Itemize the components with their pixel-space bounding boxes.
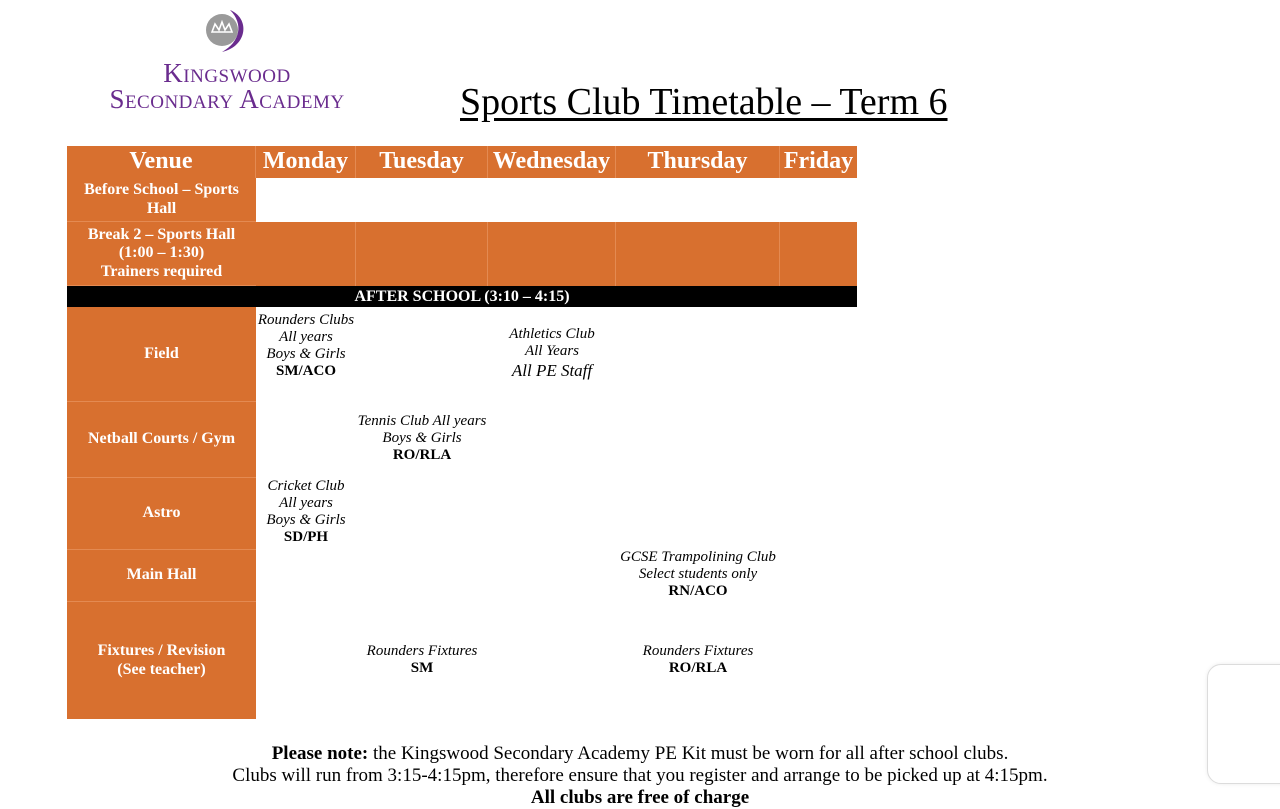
header-venue: Venue xyxy=(67,146,256,178)
school-logo xyxy=(72,6,382,114)
venue-astro: Astro xyxy=(67,478,256,550)
entry-text: Boys & Girls xyxy=(382,430,462,446)
entry-staff: SM/ACO xyxy=(276,363,336,379)
break2-monday xyxy=(256,222,356,286)
venue-break2-line1: Break 2 – Sports Hall xyxy=(87,225,236,243)
venue-field: Field xyxy=(67,307,256,402)
logo-text-line1: Kingswood xyxy=(163,58,291,88)
venue-fixtures-line2: (See teacher) xyxy=(117,660,206,678)
venue-fixtures-line1: Fixtures / Revision xyxy=(97,642,226,660)
venue-fixtures xyxy=(67,602,256,719)
crown-swoosh-icon xyxy=(200,8,250,54)
header-friday: Friday xyxy=(780,146,857,178)
note-line1 xyxy=(0,743,1280,765)
entry-staff: RO/RLA xyxy=(668,660,728,676)
entry-text: Rounders Clubs xyxy=(257,312,355,328)
entry-staff: RO/RLA xyxy=(392,447,452,463)
venue-break2-line2: (1:00 – 1:30) xyxy=(118,244,205,262)
header-thursday: Thursday xyxy=(616,146,780,178)
entry-staff: SM xyxy=(410,660,434,676)
entry-text: Boys & Girls xyxy=(266,346,346,362)
entry-netball-tuesday xyxy=(346,413,498,464)
break2-thursday xyxy=(616,222,780,286)
break2-friday xyxy=(780,222,857,286)
entry-text: GCSE Trampolining Club xyxy=(620,549,776,565)
note-line2: Clubs will run from 3:15-4:15pm, therefore ensure that you register and arrange to be picked up at 4:15pm. xyxy=(232,765,1048,786)
venue-main-hall: Main Hall xyxy=(67,550,256,602)
after-school-bar: AFTER SCHOOL (3:10 – 4:15) xyxy=(67,286,857,307)
entry-hall-thursday xyxy=(597,549,799,600)
entry-text: Select students only xyxy=(638,566,758,582)
entry-text: Boys & Girls xyxy=(266,512,346,528)
entry-text: All Years xyxy=(524,343,580,359)
venue-before-school: Before School – Sports Hall xyxy=(67,178,256,222)
entry-text: Rounders Fixtures xyxy=(366,643,478,659)
entry-text: Cricket Club xyxy=(267,478,345,494)
floating-panel[interactable] xyxy=(1207,664,1280,784)
entry-staff: SD/PH xyxy=(283,529,329,545)
entry-text: All years xyxy=(279,329,333,345)
entry-staff: RN/ACO xyxy=(668,583,728,599)
venue-break2 xyxy=(67,222,256,286)
break2-tuesday xyxy=(356,222,488,286)
entry-field-monday xyxy=(256,312,356,380)
entry-text: Tennis Club All years xyxy=(357,413,487,429)
entry-text: Athletics Club xyxy=(509,326,595,342)
page-title: Sports Club Timetable – Term 6 xyxy=(460,81,948,123)
entry-astro-monday xyxy=(256,478,356,546)
header-monday: Monday xyxy=(256,146,356,178)
logo-text-line2: Secondary Academy xyxy=(109,84,345,114)
entry-fixtures-thursday xyxy=(616,643,780,677)
entry-text: All PE Staff xyxy=(511,361,593,380)
break2-wednesday xyxy=(488,222,616,286)
note-line3: All clubs are free of charge xyxy=(530,787,750,808)
header-wednesday: Wednesday xyxy=(488,146,616,178)
note-lead: Please note: xyxy=(271,743,369,764)
venue-break2-line3: Trainers required xyxy=(100,262,223,280)
entry-fixtures-tuesday xyxy=(346,643,498,677)
note-line1-text: the Kingswood Secondary Academy PE Kit must be worn for all after school clubs. xyxy=(368,743,1009,764)
venue-netball: Netball Courts / Gym xyxy=(67,402,256,478)
entry-text: Rounders Fixtures xyxy=(642,643,754,659)
header-tuesday: Tuesday xyxy=(356,146,488,178)
entry-text: All years xyxy=(279,495,333,511)
entry-field-wednesday xyxy=(488,326,616,381)
